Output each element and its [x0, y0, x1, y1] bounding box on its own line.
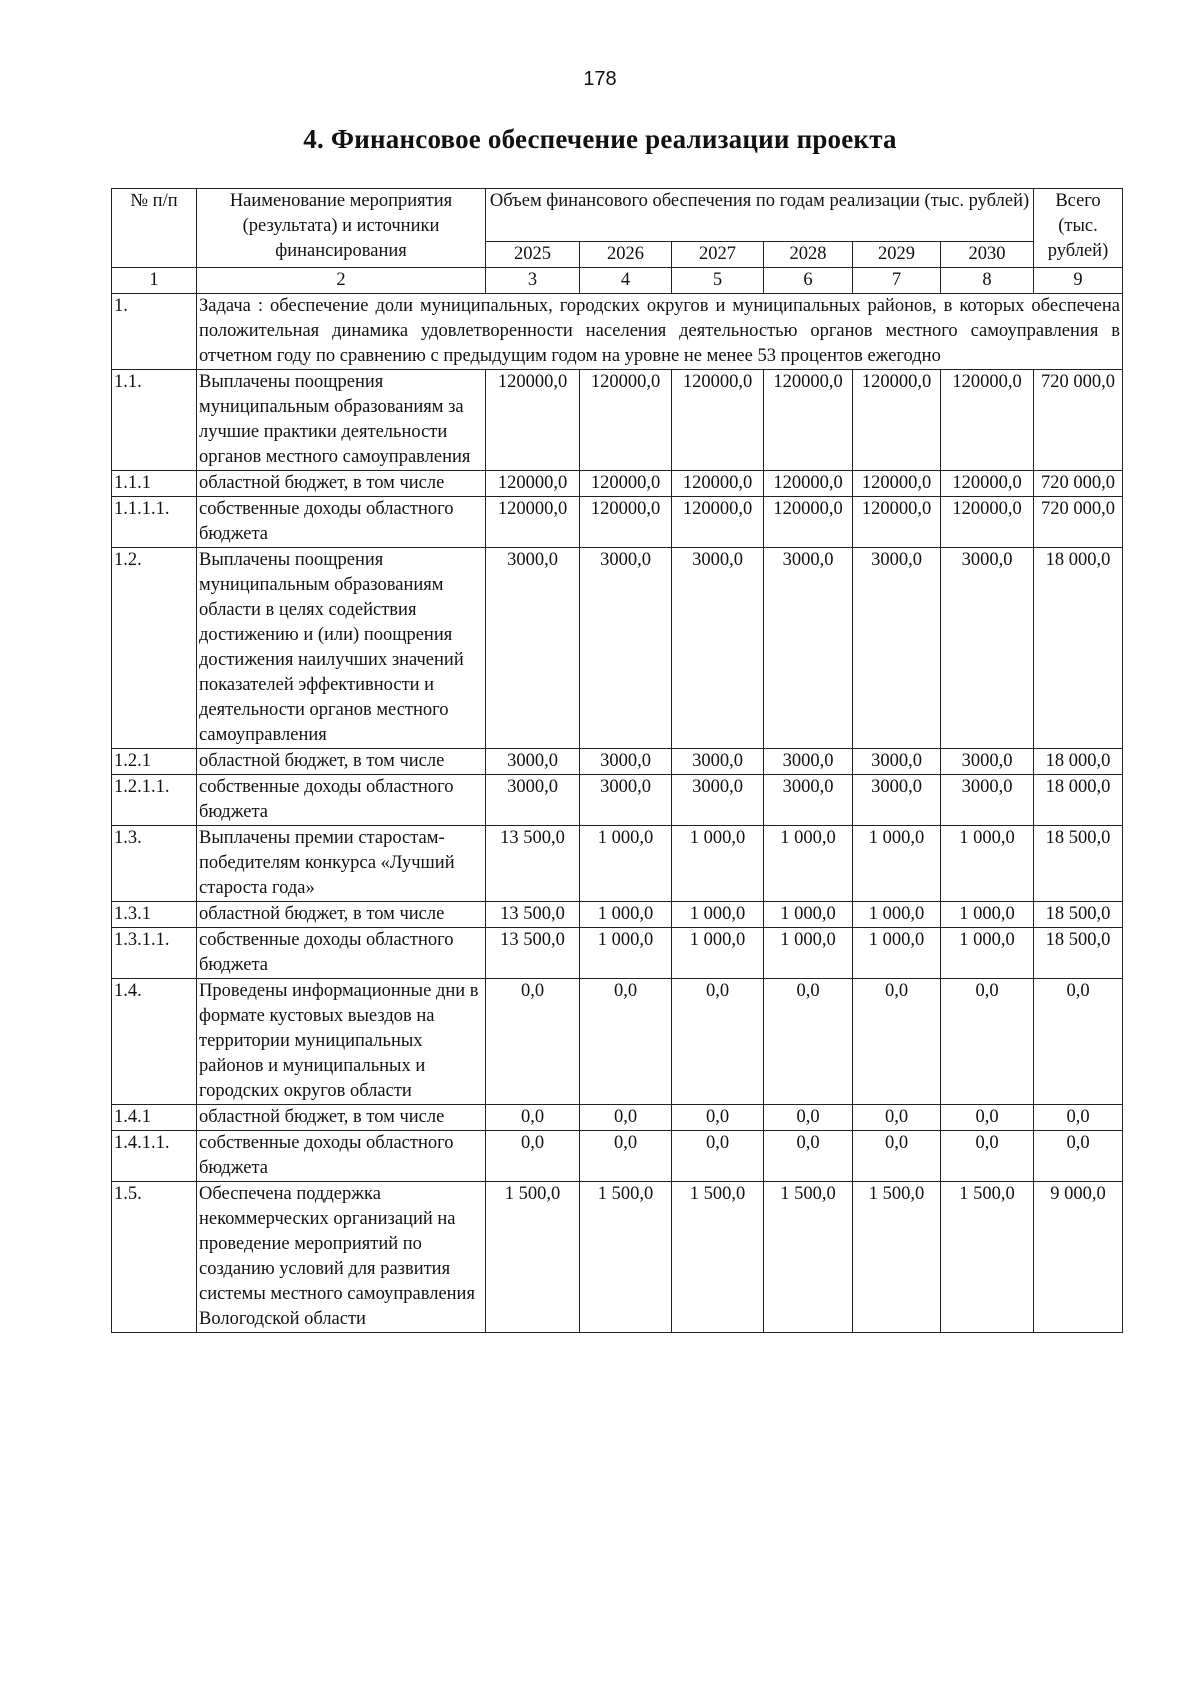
year-value: 120000,0 [941, 370, 1034, 471]
year-value: 0,0 [941, 1131, 1034, 1182]
year-value: 1 000,0 [672, 826, 764, 902]
row-total: 18 500,0 [1034, 902, 1123, 928]
table-row [112, 548, 1123, 749]
row-num: 1.1.1 [112, 471, 197, 497]
row-num: 1.3. [112, 826, 197, 902]
year-value: 3000,0 [486, 749, 580, 775]
row-name: собственные доходы областного бюджета [197, 775, 486, 826]
row-name: областной бюджет, в том числе [197, 471, 486, 497]
year-value: 1 000,0 [764, 928, 853, 979]
row-name: Выплачены поощрения муниципальным образованиям за лучшие практики деятельности органов местного самоуправления [197, 370, 486, 471]
year-value: 0,0 [941, 979, 1034, 1105]
task-text: Задача : обеспечение доли муниципальных, городских округов и муниципальных районов, в которых обеспечена положительная динамика удовлетворенности населения деятельностью органов местного самоуправления в отчетном году по сравнению с предыдущим годом на уровне не менее 53 процентов ежегодно [197, 294, 1123, 370]
table-row [112, 370, 1123, 471]
column-index: 1 [112, 268, 197, 294]
row-total: 18 000,0 [1034, 775, 1123, 826]
row-name: Обеспечена поддержка некоммерческих организаций на проведение мероприятий по созданию условий для развития системы местного самоуправления Вологодской области [197, 1182, 486, 1333]
document-title: 4. Финансовое обеспечение реализации проекта [303, 124, 897, 154]
header-year: 2028 [764, 242, 853, 268]
row-total: 720 000,0 [1034, 471, 1123, 497]
year-value: 120000,0 [580, 370, 672, 471]
table-row [112, 497, 1123, 548]
year-value: 120000,0 [853, 471, 941, 497]
table-row [112, 902, 1123, 928]
column-index: 2 [197, 268, 486, 294]
column-index: 6 [764, 268, 853, 294]
year-value: 3000,0 [672, 548, 764, 749]
row-total: 720 000,0 [1034, 370, 1123, 471]
year-value: 1 500,0 [486, 1182, 580, 1333]
table-row [112, 471, 1123, 497]
row-num: 1.3.1 [112, 902, 197, 928]
year-value: 3000,0 [486, 548, 580, 749]
year-value: 0,0 [853, 1131, 941, 1182]
row-num: 1.4.1.1. [112, 1131, 197, 1182]
year-value: 1 000,0 [672, 928, 764, 979]
year-value: 0,0 [580, 1105, 672, 1131]
header-volume: Объем финансового обеспечения по годам реализации (тыс. рублей) [486, 189, 1034, 242]
row-total: 0,0 [1034, 1131, 1123, 1182]
page-number: 178 [583, 68, 617, 90]
year-value: 1 500,0 [580, 1182, 672, 1333]
column-index: 3 [486, 268, 580, 294]
row-total: 18 000,0 [1034, 548, 1123, 749]
year-value: 0,0 [764, 1131, 853, 1182]
year-value: 3000,0 [941, 749, 1034, 775]
year-value: 0,0 [672, 979, 764, 1105]
header-year: 2029 [853, 242, 941, 268]
year-value: 13 500,0 [486, 826, 580, 902]
row-total: 18 500,0 [1034, 928, 1123, 979]
header-num: № п/п [112, 189, 197, 268]
header-year: 2030 [941, 242, 1034, 268]
row-num: 1.1.1.1. [112, 497, 197, 548]
column-index: 7 [853, 268, 941, 294]
row-num: 1.2.1.1. [112, 775, 197, 826]
year-value: 1 000,0 [853, 902, 941, 928]
year-value: 1 500,0 [672, 1182, 764, 1333]
row-name: областной бюджет, в том числе [197, 1105, 486, 1131]
header-name: Наименование мероприятия (результата) и источники финансирования [197, 189, 486, 268]
year-value: 120000,0 [486, 471, 580, 497]
year-value: 1 000,0 [580, 902, 672, 928]
year-value: 120000,0 [853, 497, 941, 548]
year-value: 3000,0 [941, 775, 1034, 826]
year-value: 1 000,0 [764, 902, 853, 928]
year-value: 0,0 [486, 1105, 580, 1131]
header-year: 2025 [486, 242, 580, 268]
table-row [112, 1105, 1123, 1131]
year-value: 3000,0 [764, 548, 853, 749]
year-value: 1 000,0 [853, 826, 941, 902]
table-row [112, 1182, 1123, 1333]
row-total: 18 500,0 [1034, 826, 1123, 902]
row-name: собственные доходы областного бюджета [197, 928, 486, 979]
table-row [112, 826, 1123, 902]
year-value: 120000,0 [764, 370, 853, 471]
table-row [112, 979, 1123, 1105]
year-value: 13 500,0 [486, 928, 580, 979]
year-value: 1 000,0 [580, 826, 672, 902]
row-num: 1.2.1 [112, 749, 197, 775]
year-value: 120000,0 [672, 471, 764, 497]
year-value: 1 000,0 [580, 928, 672, 979]
year-value: 0,0 [853, 1105, 941, 1131]
year-value: 1 000,0 [941, 928, 1034, 979]
year-value: 0,0 [672, 1105, 764, 1131]
task-row [112, 294, 1123, 370]
row-name: Проведены информационные дни в формате кустовых выездов на территории муниципальных районов и муниципальных и городских округов области [197, 979, 486, 1105]
row-num: 1.1. [112, 370, 197, 471]
row-total: 720 000,0 [1034, 497, 1123, 548]
year-value: 1 500,0 [764, 1182, 853, 1333]
row-name: собственные доходы областного бюджета [197, 1131, 486, 1182]
row-name: собственные доходы областного бюджета [197, 497, 486, 548]
year-value: 1 000,0 [672, 902, 764, 928]
year-value: 1 000,0 [941, 902, 1034, 928]
table-row [112, 928, 1123, 979]
year-value: 1 000,0 [853, 928, 941, 979]
row-num: 1.2. [112, 548, 197, 749]
column-index: 8 [941, 268, 1034, 294]
year-value: 3000,0 [764, 775, 853, 826]
year-value: 3000,0 [672, 749, 764, 775]
year-value: 1 500,0 [853, 1182, 941, 1333]
year-value: 120000,0 [764, 497, 853, 548]
year-value: 3000,0 [853, 775, 941, 826]
year-value: 0,0 [672, 1131, 764, 1182]
year-value: 3000,0 [853, 548, 941, 749]
year-value: 3000,0 [486, 775, 580, 826]
row-name: Выплачены премии старостам-победителям конкурса «Лучший староста года» [197, 826, 486, 902]
year-value: 3000,0 [580, 548, 672, 749]
year-value: 3000,0 [853, 749, 941, 775]
header-year: 2027 [672, 242, 764, 268]
year-value: 120000,0 [486, 370, 580, 471]
year-value: 0,0 [764, 979, 853, 1105]
year-value: 3000,0 [941, 548, 1034, 749]
year-value: 3000,0 [764, 749, 853, 775]
financing-table [111, 188, 1123, 1333]
row-name: областной бюджет, в том числе [197, 902, 486, 928]
row-total: 18 000,0 [1034, 749, 1123, 775]
year-value: 120000,0 [580, 471, 672, 497]
row-num: 1.5. [112, 1182, 197, 1333]
row-num: 1.4. [112, 979, 197, 1105]
column-index: 9 [1034, 268, 1123, 294]
row-name: областной бюджет, в том числе [197, 749, 486, 775]
year-value: 120000,0 [941, 471, 1034, 497]
year-value: 0,0 [486, 979, 580, 1105]
year-value: 120000,0 [672, 497, 764, 548]
year-value: 0,0 [580, 979, 672, 1105]
year-value: 120000,0 [941, 497, 1034, 548]
column-index: 5 [672, 268, 764, 294]
year-value: 120000,0 [672, 370, 764, 471]
table-row [112, 749, 1123, 775]
row-num: 1.3.1.1. [112, 928, 197, 979]
row-total: 0,0 [1034, 979, 1123, 1105]
row-name: Выплачены поощрения муниципальным образованиям области в целях содействия достижению и (или) поощрения достижения наилучших значений показателей эффективности и деятельности органов местного самоуправления [197, 548, 486, 749]
year-value: 120000,0 [486, 497, 580, 548]
year-value: 3000,0 [672, 775, 764, 826]
row-total: 9 000,0 [1034, 1182, 1123, 1333]
year-value: 3000,0 [580, 749, 672, 775]
year-value: 13 500,0 [486, 902, 580, 928]
header-total: Всего (тыс. рублей) [1034, 189, 1123, 268]
year-value: 120000,0 [580, 497, 672, 548]
task-num: 1. [112, 294, 197, 370]
table-row [112, 1131, 1123, 1182]
year-value: 0,0 [764, 1105, 853, 1131]
year-value: 3000,0 [580, 775, 672, 826]
year-value: 0,0 [486, 1131, 580, 1182]
column-index: 4 [580, 268, 672, 294]
table-row [112, 775, 1123, 826]
row-total: 0,0 [1034, 1105, 1123, 1131]
year-value: 120000,0 [764, 471, 853, 497]
year-value: 120000,0 [853, 370, 941, 471]
header-year: 2026 [580, 242, 672, 268]
year-value: 1 000,0 [941, 826, 1034, 902]
year-value: 0,0 [941, 1105, 1034, 1131]
row-num: 1.4.1 [112, 1105, 197, 1131]
year-value: 1 000,0 [764, 826, 853, 902]
year-value: 0,0 [853, 979, 941, 1105]
year-value: 1 500,0 [941, 1182, 1034, 1333]
year-value: 0,0 [580, 1131, 672, 1182]
